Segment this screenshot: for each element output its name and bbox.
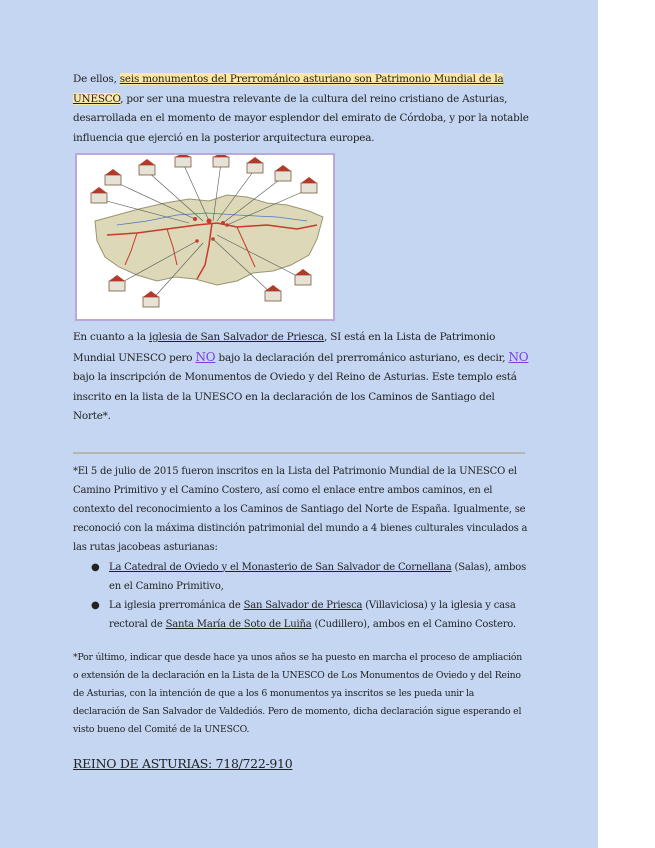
- asturias-monuments-map-icon: [77, 155, 333, 319]
- priesca-text-1: En cuanto a la: [73, 331, 150, 343]
- bullet-icon: ●: [91, 599, 100, 611]
- priesca-link[interactable]: iglesia de San Salvador de Priesca: [149, 331, 325, 343]
- note-valdedios-text: *Por último, indicar que desde hace ya unos años se ha puesto en marcha el proceso de ampliación o extensión de la declaración en la Lista de la UNESCO de Los Monumentos de Oviedo y del Reino de Asturias, con la intención de que a los 6 monumentos ya inscritos se les pueda unir la declaración de San Salvador de Valdediós. Pero de momento, dicha declaración sigue esperando el visto bueno del Comité de la UNESCO.: [73, 652, 523, 735]
- unesco-highlight-link[interactable]: seis monumentos del Prerrománico asturiano son Patrimonio Mundial de la: [119, 73, 504, 85]
- priesca-text-4: bajo la inscripción de Monumentos de Oviedo y del Reino de Asturias. Este templo está inscrito en la lista de la UNESCO en la declaración de los Caminos de Santiago del Norte*.: [73, 371, 517, 422]
- asturias-monuments-map-image: [75, 153, 335, 321]
- soto-de-luina-link[interactable]: Santa María de Soto de Luiña: [165, 619, 312, 631]
- san-salvador-priesca-link[interactable]: San Salvador de Priesca: [243, 599, 363, 611]
- bullet-2-text-3: (Cudillero), ambos en el Camino Costero.: [311, 619, 516, 631]
- bullet-item-cornellana: [91, 558, 529, 596]
- priesca-text-3: bajo la declaración del prerrománico asturiano, es decir,: [215, 351, 509, 364]
- reino-asturias-link[interactable]: REINO DE ASTURIAS: 718/722-910: [73, 756, 293, 772]
- document-content: [73, 70, 529, 771]
- section-divider: [73, 452, 525, 454]
- intro-rest: , por ser una muestra relevante de la cultura del reino cristiano de Asturias, desarrollada en el momento de mayor esplendor del emirato de Córdoba, y por la notable influencia que ejerció en la posterior arquitectura europea.: [73, 92, 529, 144]
- cornellana-link[interactable]: La Catedral de Oviedo y el Monasterio de San Salvador de Cornellana: [109, 561, 452, 573]
- unesco-link[interactable]: UNESCO: [73, 92, 121, 105]
- bullet-item-priesca: [91, 596, 529, 634]
- priesca-paragraph: [73, 328, 529, 427]
- priesca-text-2: , SI está en la Lista de Patrimonio Mundial UNESCO pero: [73, 331, 496, 364]
- intro-lead: De ellos,: [73, 73, 120, 85]
- no-emphasis-1: NO: [195, 349, 216, 364]
- bullet-2-text-1: La iglesia prerrománica de: [109, 599, 244, 611]
- note-camino-text: *El 5 de julio de 2015 fueron inscritos en la Lista del Patrimonio Mundial de la UNESCO el Camino Primitivo y el Camino Costero, así como el enlace entre ambos caminos, en el contexto del reconocimiento a los Caminos de Santiago del Norte de España. Igualmente, se reconoció con la máxima distinción patrimonial del mundo a 4 bienes culturales vinculados a las rutas jacobeas asturianas:: [73, 465, 528, 554]
- bullet-2-text-2: (Villaviciosa) y la iglesia y casa rectoral de: [109, 599, 516, 631]
- camino-bullet-list: [73, 558, 529, 635]
- note-camino: [73, 462, 529, 635]
- bullet-1-rest: (Salas), ambos en el Camino Primitivo,: [109, 561, 527, 592]
- intro-paragraph: [73, 70, 529, 148]
- no-emphasis-2: NO: [508, 349, 529, 364]
- bullet-icon: ●: [91, 561, 100, 573]
- note-valdedios: [73, 649, 529, 738]
